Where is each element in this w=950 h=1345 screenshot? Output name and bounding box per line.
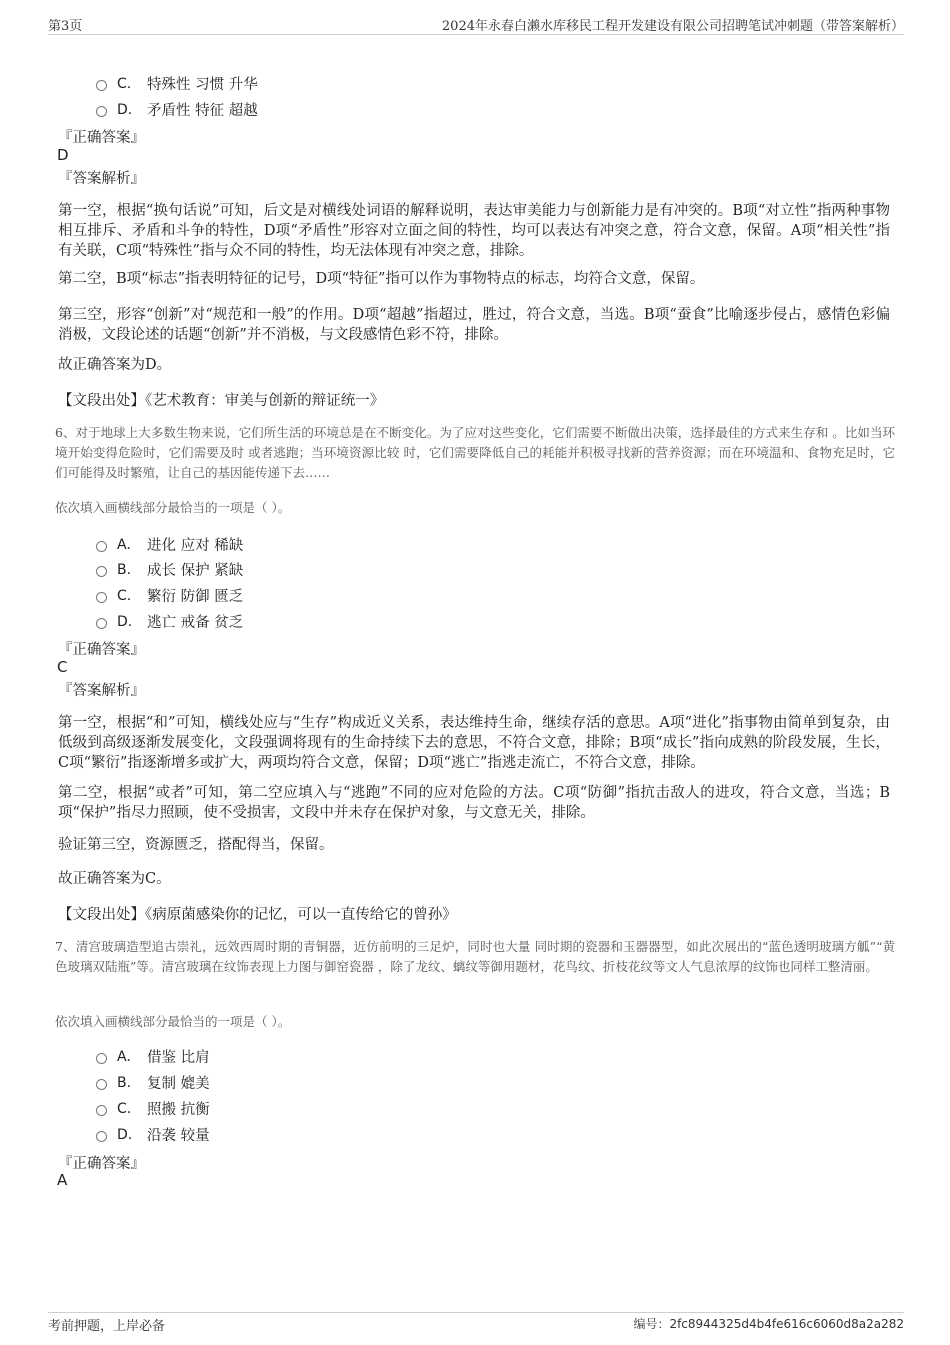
analysis-paragraph: 验证第三空，资源匮乏，搭配得当，保留。 [58,837,334,853]
analysis-paragraph: 第一空，根据“换句话说”可知，后文是对横线处词语的解释说明，表达审美能力与创新能力是有冲突的。B项“对立性”指两种事物相互排斥、矛盾和斗争的特性，D项“矛盾性”形容对立面之间的特性，均可以表达有冲突之意，符合文意，保留。A项“相关性”指有关联，C项“特殊性”指与众不同的特性，均无法体现有冲突之意，排除。 [58,203,890,259]
answer-label: 『正确答案』 [58,130,145,146]
analysis-paragraph: 故正确答案为C。 [58,871,171,887]
q7-option-d[interactable]: D. 沿袭 较量 [96,1124,210,1145]
option-text: 复制 媲美 [147,1076,210,1092]
radio-icon[interactable] [96,1079,107,1090]
answer-label: 『正确答案』 [58,1156,145,1172]
analysis-label: 『答案解析』 [58,683,145,699]
source-citation: 【文段出处】《病原菌感染你的记忆，可以一直传给它的曾孙》 [58,907,457,923]
q5-option-c[interactable]: C. 特殊性 习惯 升华 [96,73,258,94]
question-prompt: 依次填入画横线部分最恰当的一项是（ ）。 [55,500,291,515]
option-text: 逃亡 戒备 贫乏 [147,615,244,631]
q6-option-a[interactable]: A. 进化 应对 稀缺 [96,534,243,555]
q5-option-d[interactable]: D. 矛盾性 特征 超越 [96,99,258,120]
analysis-paragraph: 第二空，根据“或者”可知，第二空应填入与“逃跑”不同的应对危险的方法。C项“防御”指抗击敌人的进攻，符合文意，当选；B项“保护”指尽力照顾，使不受损害，文段中并未存在保护对象，与文意无关，排除。 [58,785,890,821]
option-text: 矛盾性 特征 超越 [147,103,258,119]
page-header [48,12,904,35]
question-prompt: 依次填入画横线部分最恰当的一项是（ ）。 [55,1014,291,1029]
document-title: 2024年永春白濑水库移民工程开发建设有限公司招聘笔试冲刺题（带答案解析） [441,19,904,34]
question-text: 6、对于地球上大多数生物来说，它们所生活的环境总是在不断变化。为了应对这些变化，它们需要不断做出决策，选择最佳的方式来生存和 。比如当环境开始变得危险时，它们需要及时 或者逃跑；当环境资源比较 时，它们需要降低自己的耗能并积极寻找新的营养资源；而在环境温和、食物充足时，它们可能得及时繁殖，让自己的基因能传递下去…… [55,425,895,480]
radio-icon[interactable] [96,541,107,552]
analysis-paragraph: 第二空，B项“标志”指表明特征的记号，D项“特征”指可以作为事物特点的标志，均符合文意，保留。 [58,271,705,287]
q7-option-b[interactable]: B. 复制 媲美 [96,1072,210,1093]
source-citation: 【文段出处】《艺术教育：审美与创新的辩证统一》 [58,393,385,409]
answer-value: C [57,658,68,676]
q6-option-b[interactable]: B. 成长 保护 紧缺 [96,559,243,580]
radio-icon[interactable] [96,1105,107,1116]
document-id: 编号：2fc8944325d4b4fe616c6060d8a2a282 [633,1317,904,1331]
radio-icon[interactable] [96,80,107,91]
page-number: 第3页 [48,19,83,34]
answer-value: D [57,146,69,164]
radio-icon[interactable] [96,618,107,629]
analysis-label: 『答案解析』 [58,171,145,187]
option-text: 成长 保护 紧缺 [147,563,244,579]
option-text: 特殊性 习惯 升华 [147,77,258,93]
option-text: 繁衍 防御 匮乏 [147,589,244,605]
option-text: 照搬 抗衡 [147,1102,210,1118]
radio-icon[interactable] [96,106,107,117]
option-text: 进化 应对 稀缺 [147,538,244,554]
analysis-paragraph: 故正确答案为D。 [58,357,172,373]
answer-value: A [57,1171,68,1189]
option-text: 沿袭 较量 [147,1128,210,1144]
radio-icon[interactable] [96,566,107,577]
footer-slogan: 考前押题，上岸必备 [48,1319,166,1334]
answer-label: 『正确答案』 [58,642,145,658]
q6-option-d[interactable]: D. 逃亡 戒备 贫乏 [96,611,243,632]
page-footer [48,1312,904,1335]
analysis-paragraph: 第三空，形容“创新”对“规范和一般”的作用。D项“超越”指超过，胜过，符合文意，当选。B项“蚕食”比喻逐步侵占，感情色彩偏消极，文段论述的话题“创新”并不消极，与文段感情色彩不符，排除。 [58,307,890,343]
question-text: 7、清宫玻璃造型追古崇礼，远效西周时期的青铜器，近仿前明的三足炉，同时也大量 同时期的瓷器和玉器器型，如此次展出的“蓝色透明玻璃方觚”“黄色玻璃双陆瓶”等。清宫玻璃在纹饰表现上力图与御窑瓷器 ，除了龙纹、螭纹等御用题材，花鸟纹、折枝花纹等文人气息浓厚的纹饰也同样工整清丽。 [55,939,895,974]
q7-option-a[interactable]: A. 借鉴 比肩 [96,1046,210,1067]
radio-icon[interactable] [96,1131,107,1142]
q7-option-c[interactable]: C. 照搬 抗衡 [96,1098,210,1119]
option-text: 借鉴 比肩 [147,1050,210,1066]
radio-icon[interactable] [96,592,107,603]
radio-icon[interactable] [96,1053,107,1064]
analysis-paragraph: 第一空，根据“和”可知，横线处应与“生存”构成近义关系，表达维持生命，继续存活的意思。A项“进化”指事物由简单到复杂，由低级到高级逐渐发展变化，文段强调将现有的生命持续下去的意思，不符合文意，排除；B项“成长”指向成熟的阶段发展，生长，C项“繁衍”指逐渐增多或扩大，两项均符合文意，保留；D项“逃亡”指逃走流亡，不符合文意，排除。 [58,715,890,771]
q6-option-c[interactable]: C. 繁衍 防御 匮乏 [96,585,243,606]
